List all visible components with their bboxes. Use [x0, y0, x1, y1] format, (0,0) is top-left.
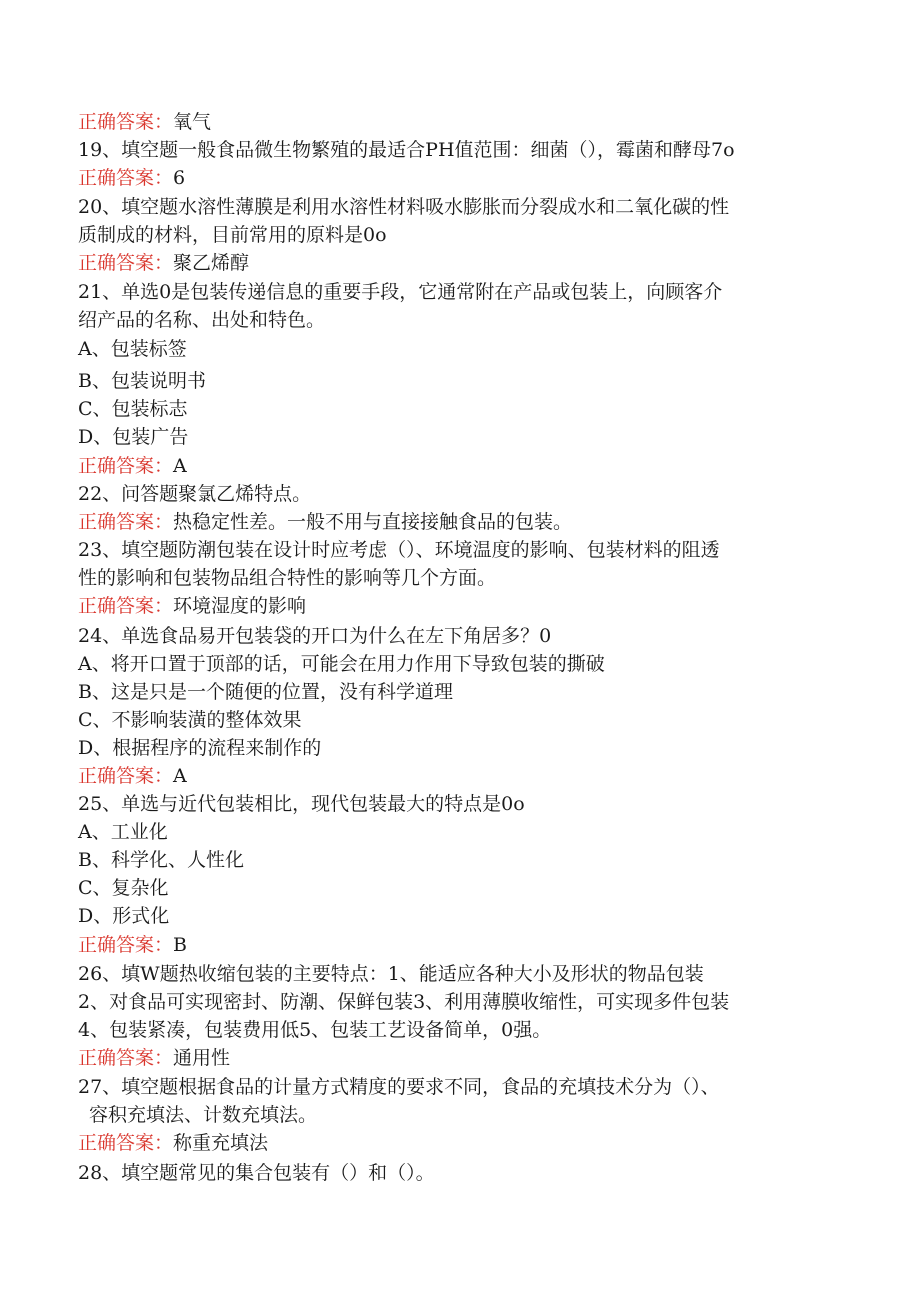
answer-line — [78, 1129, 268, 1157]
text-line: 性的影响和包装物品组合特性的影响等几个方面。 — [78, 567, 497, 589]
text-line: 4、包装紧凑，包装费用低5、包装工艺设备简单，0强。 — [78, 1019, 552, 1041]
answer-value: 6 — [173, 167, 186, 189]
text-line: 24、单选食品易开包装袋的开口为什么在左下角居多？0 — [78, 625, 552, 647]
answer-value: B — [173, 934, 187, 956]
answer-line — [78, 1044, 230, 1072]
text-line: 20、填空题水溶性薄膜是利用水溶性材料吸水膨胀而分裂成水和二氧化碳的性 — [78, 196, 730, 218]
text-line: B、科学化、人性化 — [78, 849, 244, 871]
text-line: 27、填空题根据食品的计量方式精度的要求不同，食品的充填技术分为（）、 — [78, 1076, 720, 1098]
text-line: 26、填W题热收缩包装的主要特点：1、能适应各种大小及形状的物品包装 — [78, 963, 704, 985]
answer-value: 热稳定性差。一般不用与直接接触食品的包装。 — [173, 511, 573, 533]
answer-line — [78, 508, 572, 536]
answer-label: 正确答案： — [78, 934, 174, 956]
answer-label: 正确答案： — [78, 167, 174, 189]
answer-label: 正确答案： — [78, 1047, 174, 1069]
text-line: B、包装说明书 — [78, 370, 206, 392]
text-line: 25、单选与近代包装相比，现代包装最大的特点是0o — [78, 793, 525, 815]
answer-value: 聚乙烯醇 — [173, 252, 250, 274]
text-line: A、将开口置于顶部的话，可能会在用力作用下导致包装的撕破 — [78, 653, 605, 675]
answer-value: A — [173, 765, 187, 787]
text-line: 质制成的材料，目前常用的原料是0o — [78, 224, 387, 246]
text-line: A、包装标签 — [78, 338, 187, 360]
text-line: 22、问答题聚氯乙烯特点。 — [78, 483, 312, 505]
answer-label: 正确答案： — [78, 252, 174, 274]
answer-label: 正确答案： — [78, 455, 174, 477]
answer-line — [78, 762, 187, 790]
answer-value: 氧气 — [173, 111, 212, 133]
text-line: 28、填空题常见的集合包装有（）和（）。 — [78, 1162, 435, 1184]
text-line: 21、单选0是包装传递信息的重要手段，它通常附在产品或包装上，向顾客介 — [78, 281, 723, 303]
answer-line — [78, 931, 187, 959]
answer-line — [78, 592, 306, 620]
answer-line — [78, 249, 249, 277]
answer-line — [78, 108, 211, 136]
text-line: C、包装标志 — [78, 398, 188, 420]
answer-label: 正确答案： — [78, 595, 174, 617]
answer-line — [78, 164, 185, 192]
text-line: D、根据程序的流程来制作的 — [78, 737, 322, 759]
answer-value: A — [173, 455, 187, 477]
answer-value: 环境湿度的影响 — [173, 595, 307, 617]
text-line: 绍产品的名称、出处和特色。 — [78, 309, 326, 331]
answer-line — [78, 452, 187, 480]
answer-label: 正确答案： — [78, 1132, 174, 1154]
text-line: D、形式化 — [78, 905, 170, 927]
text-line: C、不影响装潢的整体效果 — [78, 709, 302, 731]
answer-value: 通用性 — [173, 1047, 231, 1069]
answer-label: 正确答案： — [78, 111, 174, 133]
text-line: D、包装广告 — [78, 426, 189, 448]
text-line: C、复杂化 — [78, 877, 169, 899]
text-line: 19、填空题一般食品微生物繁殖的最适合PH值范围：细菌（），霉菌和酵母7o — [78, 139, 735, 161]
answer-label: 正确答案： — [78, 765, 174, 787]
text-line: 容积充填法、计数充填法。 — [89, 1104, 318, 1126]
text-line: A、工业化 — [78, 821, 168, 843]
text-line: B、这是只是一个随便的位置，没有科学道理 — [78, 681, 453, 703]
answer-label: 正确答案： — [78, 511, 174, 533]
text-line: 2、对食品可实现密封、防潮、保鲜包装3、利用薄膜收缩性，可实现多件包装 — [78, 991, 730, 1013]
answer-value: 称重充填法 — [173, 1132, 269, 1154]
text-line: 23、填空题防潮包装在设计时应考虑（）、环境温度的影响、包装材料的阻透 — [78, 539, 720, 561]
